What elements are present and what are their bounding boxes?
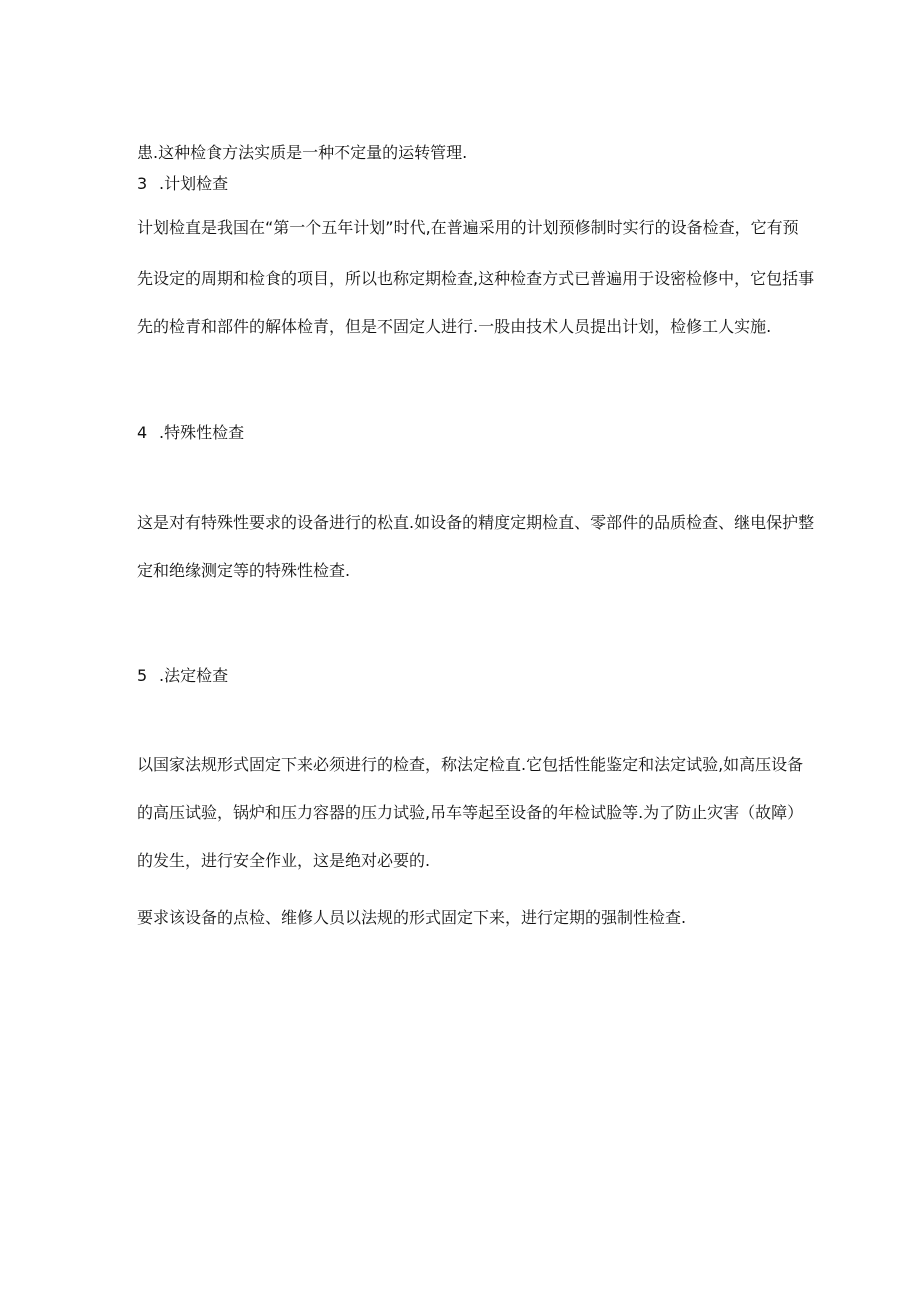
section-number: 5 xyxy=(137,666,148,685)
section-title: .法定检查 xyxy=(159,666,229,685)
paragraph-line: 定和绝缘测定等的特殊性检查. xyxy=(137,561,351,580)
paragraph-line: 计划检直是我国在“第一个五年计划”时代,在普遍采用的计划预修制时实行的设备检查，它有预 xyxy=(137,218,799,237)
section-number: 3 xyxy=(137,174,148,193)
paragraph-line: 先的检青和部件的解体检青，但是不固定人进行.一股由技术人员提出计划，检修工人实施. xyxy=(137,317,772,336)
section-heading-5 xyxy=(137,665,228,687)
paragraph-line: 要求该设备的点检、维修人员以法规的形式固定下来，进行定期的强制性检查. xyxy=(137,908,687,927)
section-heading-4 xyxy=(137,422,244,444)
section-title: .计划检查 xyxy=(159,174,229,193)
paragraph-line: 这是对有特殊性要求的设备进行的松直.如设备的精度定期检直、零部件的品质检查、继电保护整 xyxy=(137,513,815,532)
section-title: .特殊性检查 xyxy=(159,423,245,442)
paragraph-line: 的发生，进行安全作业，这是绝对必要的. xyxy=(137,851,431,870)
intro-paragraph-tail: 患.这种检食方法实质是一种不定量的运转管理. xyxy=(137,143,468,162)
section-heading-3 xyxy=(137,173,228,195)
paragraph-line: 以国家法规形式固定下来必须进行的检查，称法定检直.它包括性能鉴定和法定试验,如高压设备 xyxy=(137,755,804,774)
paragraph-line: 先设定的周期和检食的项目，所以也称定期检查,这种检查方式已普遍用于设密检修中，它包括事 xyxy=(137,269,815,288)
paragraph-line: 的高压试验，锅炉和压力容器的压力试验,吊车等起至设备的年检试脸等.为了防止灾害（故障） xyxy=(137,803,804,822)
section-number: 4 xyxy=(137,423,148,442)
